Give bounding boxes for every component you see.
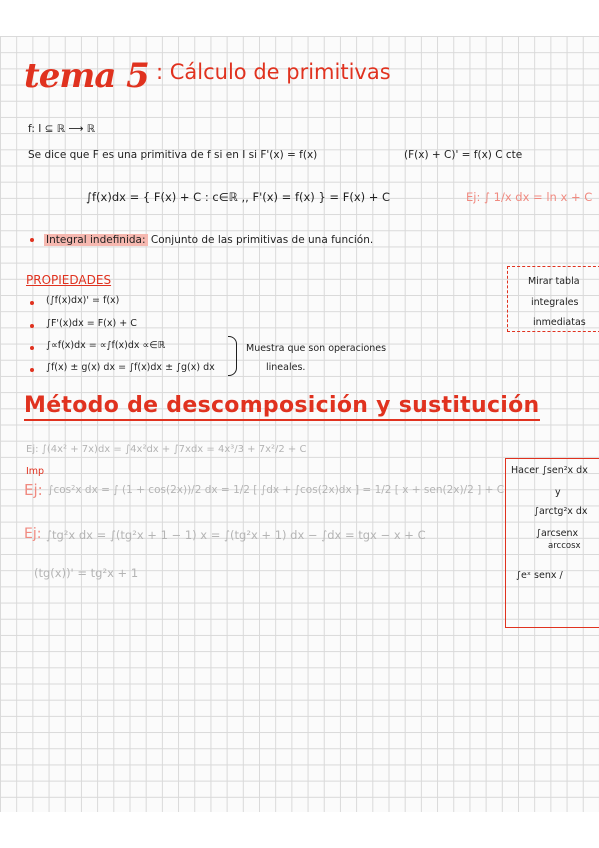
bullet xyxy=(30,324,34,328)
metodo-heading: Método de descomposición y sustitución xyxy=(24,393,540,421)
side-note-line: ∫arcsenx xyxy=(536,528,579,539)
example-2: ∫cos²x dx = ∫ (1 + cos(2x))/2 dx = 1/2 [ ∫dx + ∫cos(2x)dx ] = 1/2 [ x + sen(2x)/2 ] + C xyxy=(48,484,505,496)
definition-example: Ej: ∫ 1/x dx = ln x + C xyxy=(466,190,593,204)
integral-indefinida-text: Conjunto de las primitivas de una función. xyxy=(150,234,374,246)
imp-label: Imp xyxy=(26,466,45,477)
integral-indefinida-line xyxy=(44,234,373,246)
bullet xyxy=(30,301,34,305)
side-note-line: Mirar tabla xyxy=(528,276,580,287)
title-tema: tema 5 xyxy=(24,56,149,96)
example-1: Ej: ∫(4x² + 7x)dx = ∫4x²dx + ∫7xdx = 4x³/3 + 7x²/2 + C xyxy=(26,444,307,455)
definition-derivative: (F(x) + C)' = f(x) C cte xyxy=(404,149,523,161)
brace xyxy=(228,336,237,376)
integral-indefinida-label: Integral indefinida: xyxy=(46,234,146,246)
example-2-label: Ej: xyxy=(24,481,43,499)
definition-domain: f: I ⊆ ℝ ⟶ ℝ xyxy=(28,123,96,135)
derivative-tg: (tg(x))' = tg²x + 1 xyxy=(34,566,139,580)
definition-formula: ∫f(x)dx = { F(x) + C : c∈ℝ ,, F'(x) = f(x) } = F(x) + C xyxy=(86,190,391,204)
example-3-label: Ej: xyxy=(24,526,42,542)
side-note-line: y xyxy=(555,487,561,498)
side-note-line: inmediatas xyxy=(533,317,586,328)
side-note-line: Hacer ∫sen²x dx xyxy=(511,465,588,476)
bullet xyxy=(30,238,34,242)
title-subtitle: : Cálculo de primitivas xyxy=(156,60,391,84)
propiedades-note-line1: Muestra que son operaciones xyxy=(246,343,387,354)
side-note-line: ∫eˣ senx / xyxy=(516,570,563,581)
side-note-line: ∫arctg²x dx xyxy=(534,506,588,517)
propiedad-item: (∫f(x)dx)' = f(x) xyxy=(46,295,120,306)
side-note-line: arccosx xyxy=(548,541,581,551)
definition-text: Se dice que F es una primitiva de f si en I si F'(x) = f(x) xyxy=(28,149,318,161)
propiedad-item: ∫F'(x)dx = F(x) + C xyxy=(46,318,137,329)
bullet xyxy=(30,346,34,350)
bullet xyxy=(30,368,34,372)
propiedad-item: ∫f(x) ± g(x) dx = ∫f(x)dx ± ∫g(x) dx xyxy=(46,362,215,373)
example-3: ∫tg²x dx = ∫(tg²x + 1 − 1) x = ∫(tg²x + 1) dx − ∫dx = tgx − x + C xyxy=(46,528,426,542)
propiedades-heading: PROPIEDADES xyxy=(26,273,112,287)
propiedades-note-line2: lineales. xyxy=(266,362,306,373)
propiedad-item: ∫∝f(x)dx = ∝∫f(x)dx ∝∈ℝ xyxy=(46,340,166,351)
side-note-line: integrales xyxy=(531,297,579,308)
